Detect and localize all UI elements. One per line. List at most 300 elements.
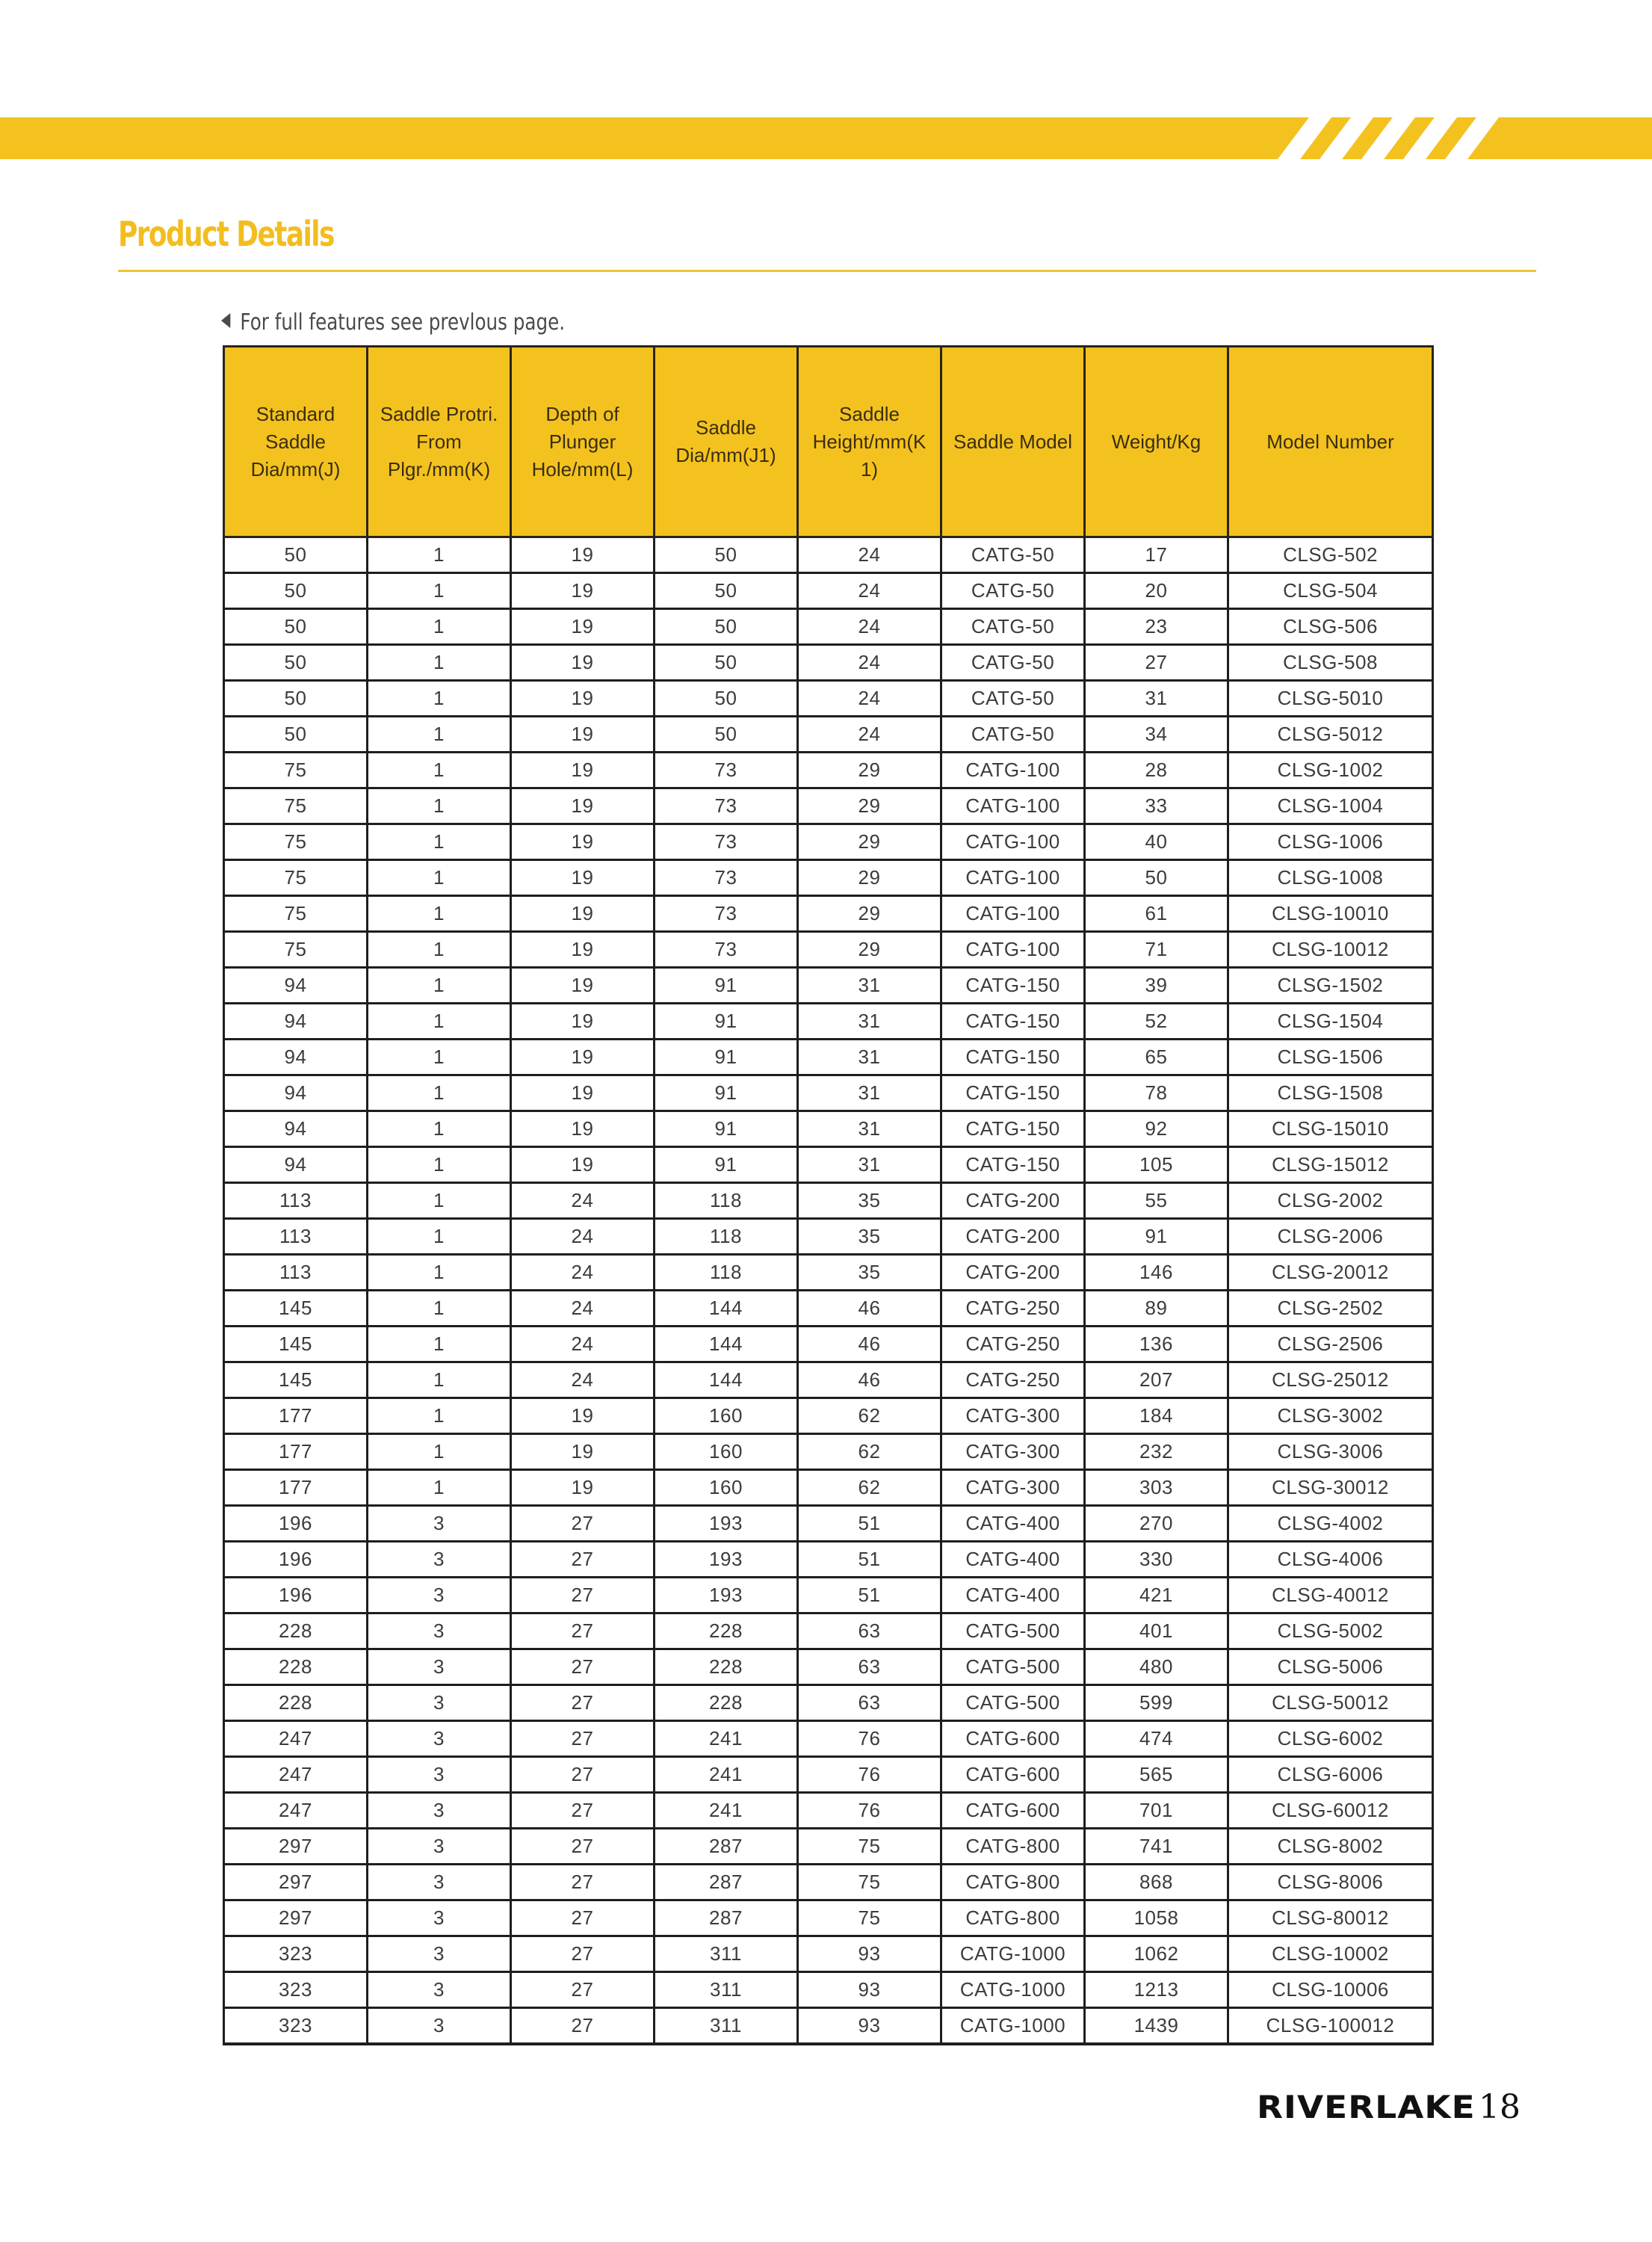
table-cell: CATG-300 xyxy=(941,1470,1085,1506)
table-cell: CLSG-5002 xyxy=(1228,1613,1433,1649)
table-cell: 113 xyxy=(224,1183,368,1219)
table-cell: CLSG-2006 xyxy=(1228,1219,1433,1255)
table-cell: 330 xyxy=(1085,1542,1228,1578)
table-cell: CATG-100 xyxy=(941,932,1085,968)
table-cell: 228 xyxy=(224,1649,368,1685)
table-cell: 177 xyxy=(224,1398,368,1434)
table-cell: 160 xyxy=(655,1434,798,1470)
table-cell: 20 xyxy=(1085,573,1228,609)
table-row xyxy=(224,932,1433,968)
table-cell: 19 xyxy=(511,1470,655,1506)
table-cell: 35 xyxy=(798,1183,941,1219)
table-cell: CLSG-1506 xyxy=(1228,1040,1433,1075)
table-cell: 91 xyxy=(655,1075,798,1111)
table-cell: 75 xyxy=(224,753,368,788)
table-cell: CATG-200 xyxy=(941,1183,1085,1219)
table-cell: 1 xyxy=(368,1111,511,1147)
table-cell: 19 xyxy=(511,1434,655,1470)
table-cell: 91 xyxy=(655,1004,798,1040)
table-cell: 27 xyxy=(511,1506,655,1542)
table-row xyxy=(224,717,1433,753)
table-cell: CLSG-30012 xyxy=(1228,1470,1433,1506)
table-cell: 27 xyxy=(511,1757,655,1793)
table-cell: CATG-150 xyxy=(941,1004,1085,1040)
table-cell: 94 xyxy=(224,1004,368,1040)
table-cell: 401 xyxy=(1085,1613,1228,1649)
table-cell: 52 xyxy=(1085,1004,1228,1040)
table-cell: 228 xyxy=(224,1613,368,1649)
table-row xyxy=(224,1865,1433,1900)
table-cell: 144 xyxy=(655,1327,798,1362)
table-cell: 94 xyxy=(224,1147,368,1183)
table-cell: 145 xyxy=(224,1362,368,1398)
table-cell: 287 xyxy=(655,1900,798,1936)
table-cell: 118 xyxy=(655,1219,798,1255)
table-cell: 599 xyxy=(1085,1685,1228,1721)
table-cell: 3 xyxy=(368,1685,511,1721)
table-cell: 78 xyxy=(1085,1075,1228,1111)
table-cell: CLSG-1006 xyxy=(1228,824,1433,860)
table-row xyxy=(224,1470,1433,1506)
table-cell: 19 xyxy=(511,681,655,717)
table-cell: 29 xyxy=(798,788,941,824)
table-cell: CATG-50 xyxy=(941,645,1085,681)
table-cell: 24 xyxy=(511,1183,655,1219)
table-cell: 24 xyxy=(798,645,941,681)
table-cell: CATG-100 xyxy=(941,896,1085,932)
table-cell: 3 xyxy=(368,1865,511,1900)
table-cell: 287 xyxy=(655,1865,798,1900)
table-cell: 196 xyxy=(224,1578,368,1613)
table-cell: 270 xyxy=(1085,1506,1228,1542)
table-cell: CATG-50 xyxy=(941,573,1085,609)
table-cell: 565 xyxy=(1085,1757,1228,1793)
table-cell: 34 xyxy=(1085,717,1228,753)
table-cell: 1 xyxy=(368,860,511,896)
table-row xyxy=(224,681,1433,717)
table-row xyxy=(224,824,1433,860)
table-cell: 91 xyxy=(655,1040,798,1075)
table-cell: 1 xyxy=(368,1398,511,1434)
table-cell: 73 xyxy=(655,896,798,932)
table-row xyxy=(224,1721,1433,1757)
table-cell: 51 xyxy=(798,1542,941,1578)
table-cell: 113 xyxy=(224,1255,368,1291)
table-row xyxy=(224,860,1433,896)
table-cell: 27 xyxy=(511,1972,655,2008)
table-cell: 1 xyxy=(368,717,511,753)
table-row xyxy=(224,1183,1433,1219)
table-cell: 1 xyxy=(368,681,511,717)
table-cell: CLSG-80012 xyxy=(1228,1900,1433,1936)
table-cell: CLSG-3002 xyxy=(1228,1398,1433,1434)
page-number: 18 xyxy=(1479,2088,1521,2126)
table-cell: 145 xyxy=(224,1327,368,1362)
table-cell: 24 xyxy=(511,1327,655,1362)
table-cell: 1 xyxy=(368,1327,511,1362)
table-cell: 94 xyxy=(224,968,368,1004)
table-cell: CLSG-2506 xyxy=(1228,1327,1433,1362)
table-cell: 480 xyxy=(1085,1649,1228,1685)
table-cell: 31 xyxy=(798,1004,941,1040)
table-cell: 27 xyxy=(511,1613,655,1649)
table-cell: 3 xyxy=(368,1613,511,1649)
table-cell: CLSG-2502 xyxy=(1228,1291,1433,1327)
table-cell: CATG-500 xyxy=(941,1685,1085,1721)
table-cell: 39 xyxy=(1085,968,1228,1004)
table-cell: CLSG-10002 xyxy=(1228,1936,1433,1972)
table-cell: 19 xyxy=(511,968,655,1004)
table-body xyxy=(224,537,1433,2045)
table-row xyxy=(224,968,1433,1004)
table-cell: CATG-300 xyxy=(941,1434,1085,1470)
table-cell: 144 xyxy=(655,1291,798,1327)
table-cell: 50 xyxy=(224,537,368,573)
table-cell: CLSG-8002 xyxy=(1228,1829,1433,1865)
table-cell: 701 xyxy=(1085,1793,1228,1829)
table-cell: CLSG-15012 xyxy=(1228,1147,1433,1183)
table-cell: CLSG-8006 xyxy=(1228,1865,1433,1900)
table-cell: 75 xyxy=(798,1865,941,1900)
table-cell: 75 xyxy=(224,896,368,932)
table-cell: 1 xyxy=(368,645,511,681)
table-cell: CLSG-25012 xyxy=(1228,1362,1433,1398)
table-cell: 1 xyxy=(368,1255,511,1291)
table-cell: 177 xyxy=(224,1470,368,1506)
table-row xyxy=(224,1757,1433,1793)
table-cell: 29 xyxy=(798,932,941,968)
table-cell: 19 xyxy=(511,932,655,968)
table-cell: 1 xyxy=(368,609,511,645)
table-cell: 19 xyxy=(511,788,655,824)
table-cell: CATG-150 xyxy=(941,1040,1085,1075)
table-cell: 144 xyxy=(655,1362,798,1398)
table-cell: 145 xyxy=(224,1291,368,1327)
table-cell: 27 xyxy=(511,1900,655,1936)
table-cell: CATG-50 xyxy=(941,609,1085,645)
table-cell: 62 xyxy=(798,1398,941,1434)
diagonal-stripes-decoration xyxy=(1270,117,1539,159)
table-row xyxy=(224,1972,1433,2008)
table-cell: 3 xyxy=(368,1506,511,1542)
table-cell: CATG-600 xyxy=(941,1757,1085,1793)
table-cell: 75 xyxy=(224,860,368,896)
table-cell: 1 xyxy=(368,968,511,1004)
table-cell: 1439 xyxy=(1085,2008,1228,2045)
table-cell: 3 xyxy=(368,1542,511,1578)
table-cell: 1213 xyxy=(1085,1972,1228,2008)
table-cell: 1 xyxy=(368,1040,511,1075)
table-cell: 24 xyxy=(798,537,941,573)
table-cell: 51 xyxy=(798,1578,941,1613)
table-cell: 31 xyxy=(1085,681,1228,717)
table-cell: 311 xyxy=(655,1972,798,2008)
table-row xyxy=(224,1685,1433,1721)
table-cell: 323 xyxy=(224,1936,368,1972)
table-cell: 1 xyxy=(368,1147,511,1183)
table-cell: 31 xyxy=(798,1075,941,1111)
table-cell: 76 xyxy=(798,1757,941,1793)
table-cell: 27 xyxy=(1085,645,1228,681)
table-cell: CLSG-4002 xyxy=(1228,1506,1433,1542)
table-cell: 61 xyxy=(1085,896,1228,932)
table-cell: 27 xyxy=(511,1542,655,1578)
table-cell: 24 xyxy=(798,609,941,645)
table-cell: 193 xyxy=(655,1506,798,1542)
table-cell: CATG-800 xyxy=(941,1829,1085,1865)
table-cell: 50 xyxy=(655,537,798,573)
table-cell: 207 xyxy=(1085,1362,1228,1398)
page-title: Product Details xyxy=(118,214,334,254)
table-cell: 93 xyxy=(798,1972,941,2008)
table-row xyxy=(224,1255,1433,1291)
product-spec-table xyxy=(223,345,1434,2045)
table-row xyxy=(224,1829,1433,1865)
table-cell: 19 xyxy=(511,896,655,932)
table-cell: 3 xyxy=(368,1793,511,1829)
table-cell: 1 xyxy=(368,824,511,860)
table-cell: 35 xyxy=(798,1255,941,1291)
table-cell: CATG-150 xyxy=(941,1111,1085,1147)
table-row xyxy=(224,2008,1433,2045)
table-cell: 50 xyxy=(224,645,368,681)
table-cell: 50 xyxy=(1085,860,1228,896)
table-row xyxy=(224,1040,1433,1075)
table-cell: CLSG-3006 xyxy=(1228,1434,1433,1470)
table-cell: 241 xyxy=(655,1721,798,1757)
table-cell: 3 xyxy=(368,1757,511,1793)
table-cell: 17 xyxy=(1085,537,1228,573)
table-cell: 94 xyxy=(224,1075,368,1111)
table-row xyxy=(224,1219,1433,1255)
table-cell: CATG-800 xyxy=(941,1865,1085,1900)
table-cell: CATG-600 xyxy=(941,1721,1085,1757)
table-cell: CATG-200 xyxy=(941,1255,1085,1291)
table-cell: CATG-600 xyxy=(941,1793,1085,1829)
table-cell: 89 xyxy=(1085,1291,1228,1327)
table-header-row xyxy=(224,347,1433,537)
table-cell: 28 xyxy=(1085,753,1228,788)
title-divider xyxy=(118,270,1536,272)
table-cell: 1 xyxy=(368,1470,511,1506)
table-cell: CATG-400 xyxy=(941,1506,1085,1542)
table-cell: CLSG-1502 xyxy=(1228,968,1433,1004)
table-cell: CLSG-6006 xyxy=(1228,1757,1433,1793)
table-cell: CATG-150 xyxy=(941,1075,1085,1111)
table-row xyxy=(224,1327,1433,1362)
table-cell: CATG-400 xyxy=(941,1542,1085,1578)
table-cell: 93 xyxy=(798,1936,941,1972)
table-cell: 50 xyxy=(224,681,368,717)
table-row xyxy=(224,1793,1433,1829)
table-cell: 19 xyxy=(511,1004,655,1040)
column-header: Weight/Kg xyxy=(1085,347,1228,537)
table-cell: 118 xyxy=(655,1255,798,1291)
table-cell: CLSG-1008 xyxy=(1228,860,1433,896)
table-cell: 31 xyxy=(798,968,941,1004)
table-cell: 19 xyxy=(511,645,655,681)
table-cell: CLSG-508 xyxy=(1228,645,1433,681)
table-cell: 146 xyxy=(1085,1255,1228,1291)
table-cell: CATG-200 xyxy=(941,1219,1085,1255)
table-cell: 73 xyxy=(655,860,798,896)
table-cell: 63 xyxy=(798,1685,941,1721)
table-cell: CLSG-506 xyxy=(1228,609,1433,645)
table-row xyxy=(224,1362,1433,1398)
table-row xyxy=(224,1542,1433,1578)
table-cell: 75 xyxy=(224,788,368,824)
table-cell: 19 xyxy=(511,824,655,860)
table-cell: 474 xyxy=(1085,1721,1228,1757)
table-row xyxy=(224,609,1433,645)
table-cell: 160 xyxy=(655,1398,798,1434)
table-cell: CATG-1000 xyxy=(941,1972,1085,2008)
table-cell: 31 xyxy=(798,1040,941,1075)
table-cell: 33 xyxy=(1085,788,1228,824)
table-cell: 63 xyxy=(798,1613,941,1649)
table-cell: 232 xyxy=(1085,1434,1228,1470)
table-cell: CLSG-1002 xyxy=(1228,753,1433,788)
table-cell: CLSG-5012 xyxy=(1228,717,1433,753)
table-cell: 1 xyxy=(368,896,511,932)
table-cell: 868 xyxy=(1085,1865,1228,1900)
table-cell: 73 xyxy=(655,932,798,968)
table-cell: 27 xyxy=(511,1721,655,1757)
table-cell: 247 xyxy=(224,1757,368,1793)
table-cell: 1 xyxy=(368,1434,511,1470)
table-cell: 228 xyxy=(655,1685,798,1721)
table-cell: CLSG-40012 xyxy=(1228,1578,1433,1613)
table-cell: CATG-100 xyxy=(941,753,1085,788)
previous-page-note xyxy=(221,309,565,336)
table-cell: 63 xyxy=(798,1649,941,1685)
table-cell: 297 xyxy=(224,1865,368,1900)
table-cell: CLSG-60012 xyxy=(1228,1793,1433,1829)
table-cell: 24 xyxy=(798,717,941,753)
table-row xyxy=(224,1578,1433,1613)
table-cell: 1 xyxy=(368,932,511,968)
table-cell: 19 xyxy=(511,753,655,788)
table-cell: 228 xyxy=(655,1649,798,1685)
table-cell: 76 xyxy=(798,1793,941,1829)
table-cell: 50 xyxy=(224,573,368,609)
table-cell: 196 xyxy=(224,1542,368,1578)
table-cell: 297 xyxy=(224,1829,368,1865)
table-cell: 73 xyxy=(655,788,798,824)
table-cell: 3 xyxy=(368,1649,511,1685)
table-cell: CATG-300 xyxy=(941,1398,1085,1434)
table-cell: 31 xyxy=(798,1111,941,1147)
table-cell: 50 xyxy=(224,717,368,753)
table-cell: 1058 xyxy=(1085,1900,1228,1936)
table-cell: 19 xyxy=(511,1111,655,1147)
table-cell: 1 xyxy=(368,788,511,824)
table-cell: 3 xyxy=(368,1829,511,1865)
table-cell: 27 xyxy=(511,1578,655,1613)
table-cell: CLSG-1508 xyxy=(1228,1075,1433,1111)
table-cell: CATG-250 xyxy=(941,1362,1085,1398)
table-cell: 75 xyxy=(224,824,368,860)
table-cell: 46 xyxy=(798,1327,941,1362)
note-text: For full features see prevlous page. xyxy=(240,309,566,336)
table-cell: 1 xyxy=(368,537,511,573)
table-cell: 29 xyxy=(798,896,941,932)
table-cell: 3 xyxy=(368,2008,511,2045)
table-cell: 105 xyxy=(1085,1147,1228,1183)
table-cell: 184 xyxy=(1085,1398,1228,1434)
table-row xyxy=(224,645,1433,681)
table-cell: CLSG-10012 xyxy=(1228,932,1433,968)
table-cell: 27 xyxy=(511,1936,655,1972)
table-cell: 241 xyxy=(655,1757,798,1793)
table-cell: 311 xyxy=(655,1936,798,1972)
column-header: Depth of Plunger Hole/mm(L) xyxy=(511,347,655,537)
table-cell: CLSG-4006 xyxy=(1228,1542,1433,1578)
table-cell: 247 xyxy=(224,1721,368,1757)
table-cell: 27 xyxy=(511,1649,655,1685)
table-cell: 75 xyxy=(798,1829,941,1865)
table-cell: CLSG-20012 xyxy=(1228,1255,1433,1291)
table-cell: 24 xyxy=(511,1219,655,1255)
table-cell: 3 xyxy=(368,1936,511,1972)
table-cell: 24 xyxy=(511,1291,655,1327)
table-cell: 241 xyxy=(655,1793,798,1829)
table-cell: 3 xyxy=(368,1900,511,1936)
table-cell: 24 xyxy=(798,681,941,717)
table-cell: 177 xyxy=(224,1434,368,1470)
table-cell: 1 xyxy=(368,1075,511,1111)
table-cell: 160 xyxy=(655,1470,798,1506)
table-cell: 196 xyxy=(224,1506,368,1542)
table-cell: 19 xyxy=(511,717,655,753)
brand-logo: RIVERLAKE xyxy=(1257,2089,1476,2125)
table-row xyxy=(224,573,1433,609)
table-cell: 1 xyxy=(368,573,511,609)
table-cell: CATG-50 xyxy=(941,717,1085,753)
column-header: Saddle Dia/mm(J1) xyxy=(655,347,798,537)
table-row xyxy=(224,1004,1433,1040)
table-row xyxy=(224,1291,1433,1327)
table-cell: CATG-150 xyxy=(941,1147,1085,1183)
table-cell: 50 xyxy=(655,717,798,753)
table-cell: 3 xyxy=(368,1578,511,1613)
table-cell: CATG-1000 xyxy=(941,2008,1085,2045)
table-cell: 741 xyxy=(1085,1829,1228,1865)
table-cell: 1 xyxy=(368,1291,511,1327)
page-footer xyxy=(1257,2088,1521,2126)
table-cell: CLSG-10006 xyxy=(1228,1972,1433,2008)
table-cell: 94 xyxy=(224,1040,368,1075)
table-cell: 92 xyxy=(1085,1111,1228,1147)
table-cell: 50 xyxy=(655,681,798,717)
table-row xyxy=(224,1613,1433,1649)
table-cell: 136 xyxy=(1085,1327,1228,1362)
table-row xyxy=(224,1147,1433,1183)
table-cell: 19 xyxy=(511,1075,655,1111)
left-triangle-icon xyxy=(221,313,230,328)
table-cell: 50 xyxy=(224,609,368,645)
table-cell: 1 xyxy=(368,1004,511,1040)
table-cell: 35 xyxy=(798,1219,941,1255)
table-row xyxy=(224,1075,1433,1111)
table-cell: CATG-500 xyxy=(941,1613,1085,1649)
table-cell: CLSG-10010 xyxy=(1228,896,1433,932)
table-cell: 19 xyxy=(511,1147,655,1183)
table-cell: 24 xyxy=(511,1362,655,1398)
table-cell: 193 xyxy=(655,1542,798,1578)
table-cell: 228 xyxy=(224,1685,368,1721)
table-cell: 51 xyxy=(798,1506,941,1542)
